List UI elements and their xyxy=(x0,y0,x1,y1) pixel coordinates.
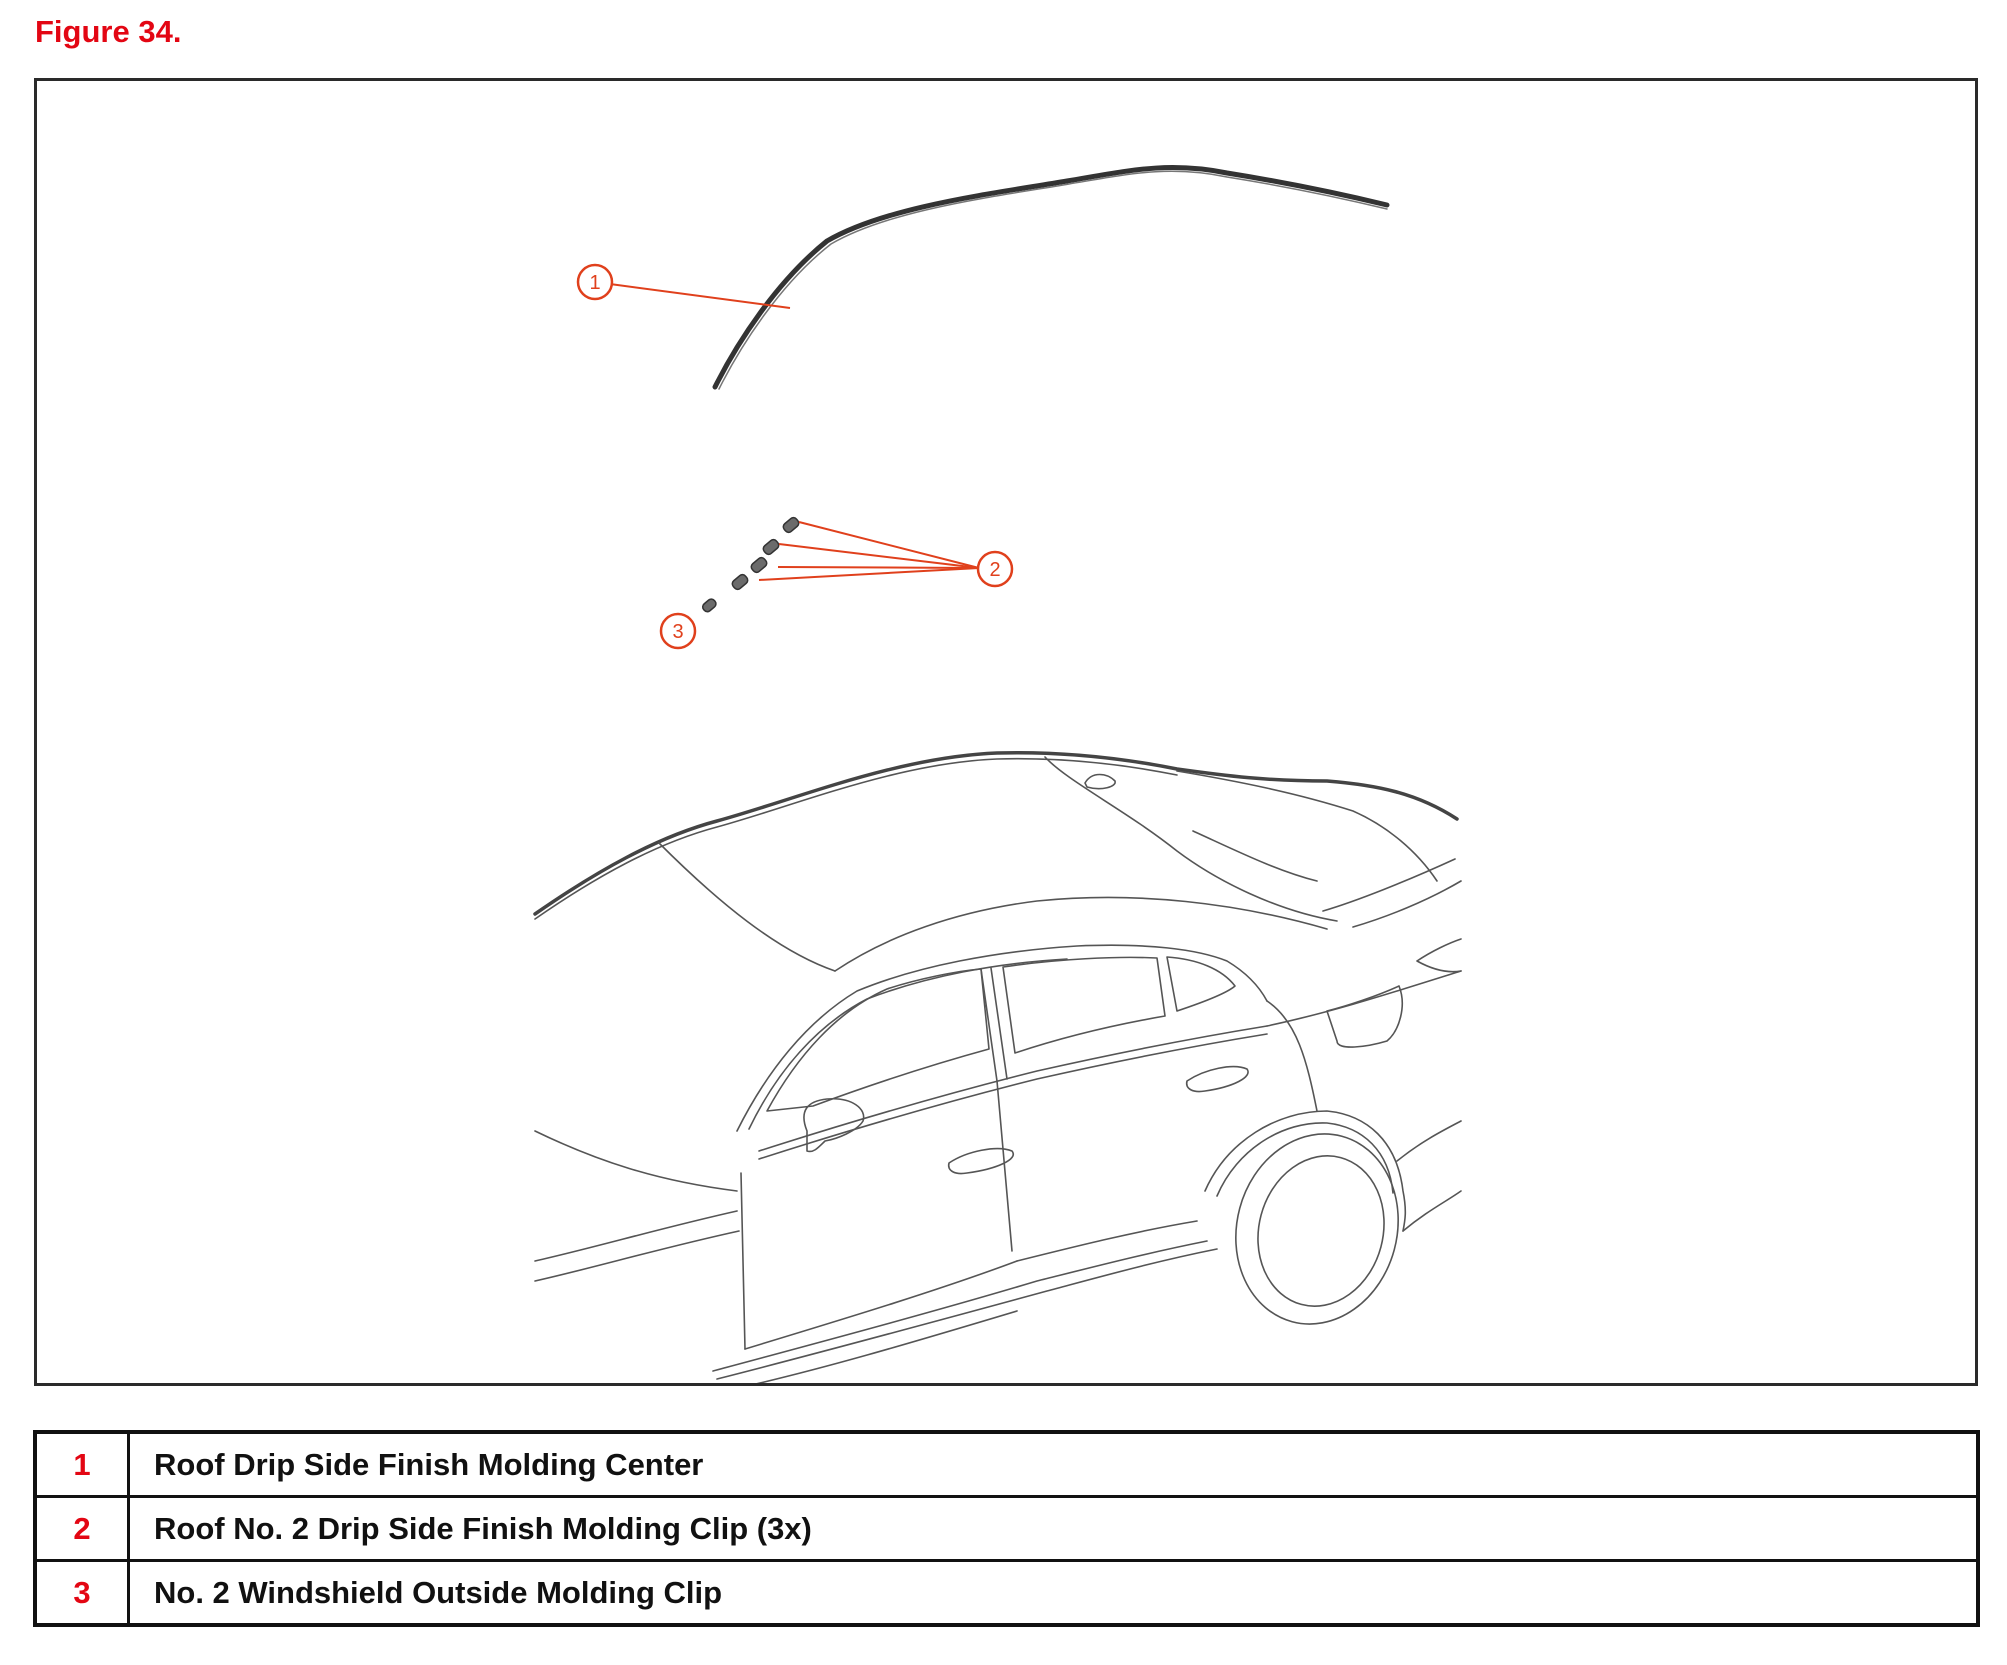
figure-illustration xyxy=(34,78,1978,1386)
legend-number: 3 xyxy=(35,1561,129,1626)
callout-1-icon xyxy=(578,265,612,299)
sedan-line-drawing xyxy=(535,753,1461,1383)
legend-number: 1 xyxy=(35,1432,129,1497)
callout-3-label: 3 xyxy=(672,621,684,643)
legend-number: 2 xyxy=(35,1497,129,1561)
callout-leaders xyxy=(610,284,979,580)
clip-3 xyxy=(701,597,718,613)
figure-title: Figure 34. xyxy=(35,14,182,49)
table-row xyxy=(35,1497,1978,1561)
clip-2d xyxy=(731,573,750,591)
callout-2-icon xyxy=(978,552,1012,586)
callout-2-label: 2 xyxy=(989,559,1001,581)
clip-2b xyxy=(762,538,781,556)
table-row xyxy=(35,1432,1978,1497)
molding-clips xyxy=(701,516,800,613)
clip-2a xyxy=(782,516,801,534)
legend-description: Roof No. 2 Drip Side Finish Molding Clip (3x) xyxy=(129,1497,1979,1561)
table-row xyxy=(35,1561,1978,1626)
roof-drip-molding-part xyxy=(715,168,1387,389)
legend-description: No. 2 Windshield Outside Molding Clip xyxy=(129,1561,1979,1626)
callout-1-label: 1 xyxy=(589,272,601,294)
clip-2c xyxy=(750,556,769,574)
parts-legend-table xyxy=(33,1430,1980,1627)
legend-description: Roof Drip Side Finish Molding Center xyxy=(129,1432,1979,1497)
callout-3-icon xyxy=(661,614,695,648)
